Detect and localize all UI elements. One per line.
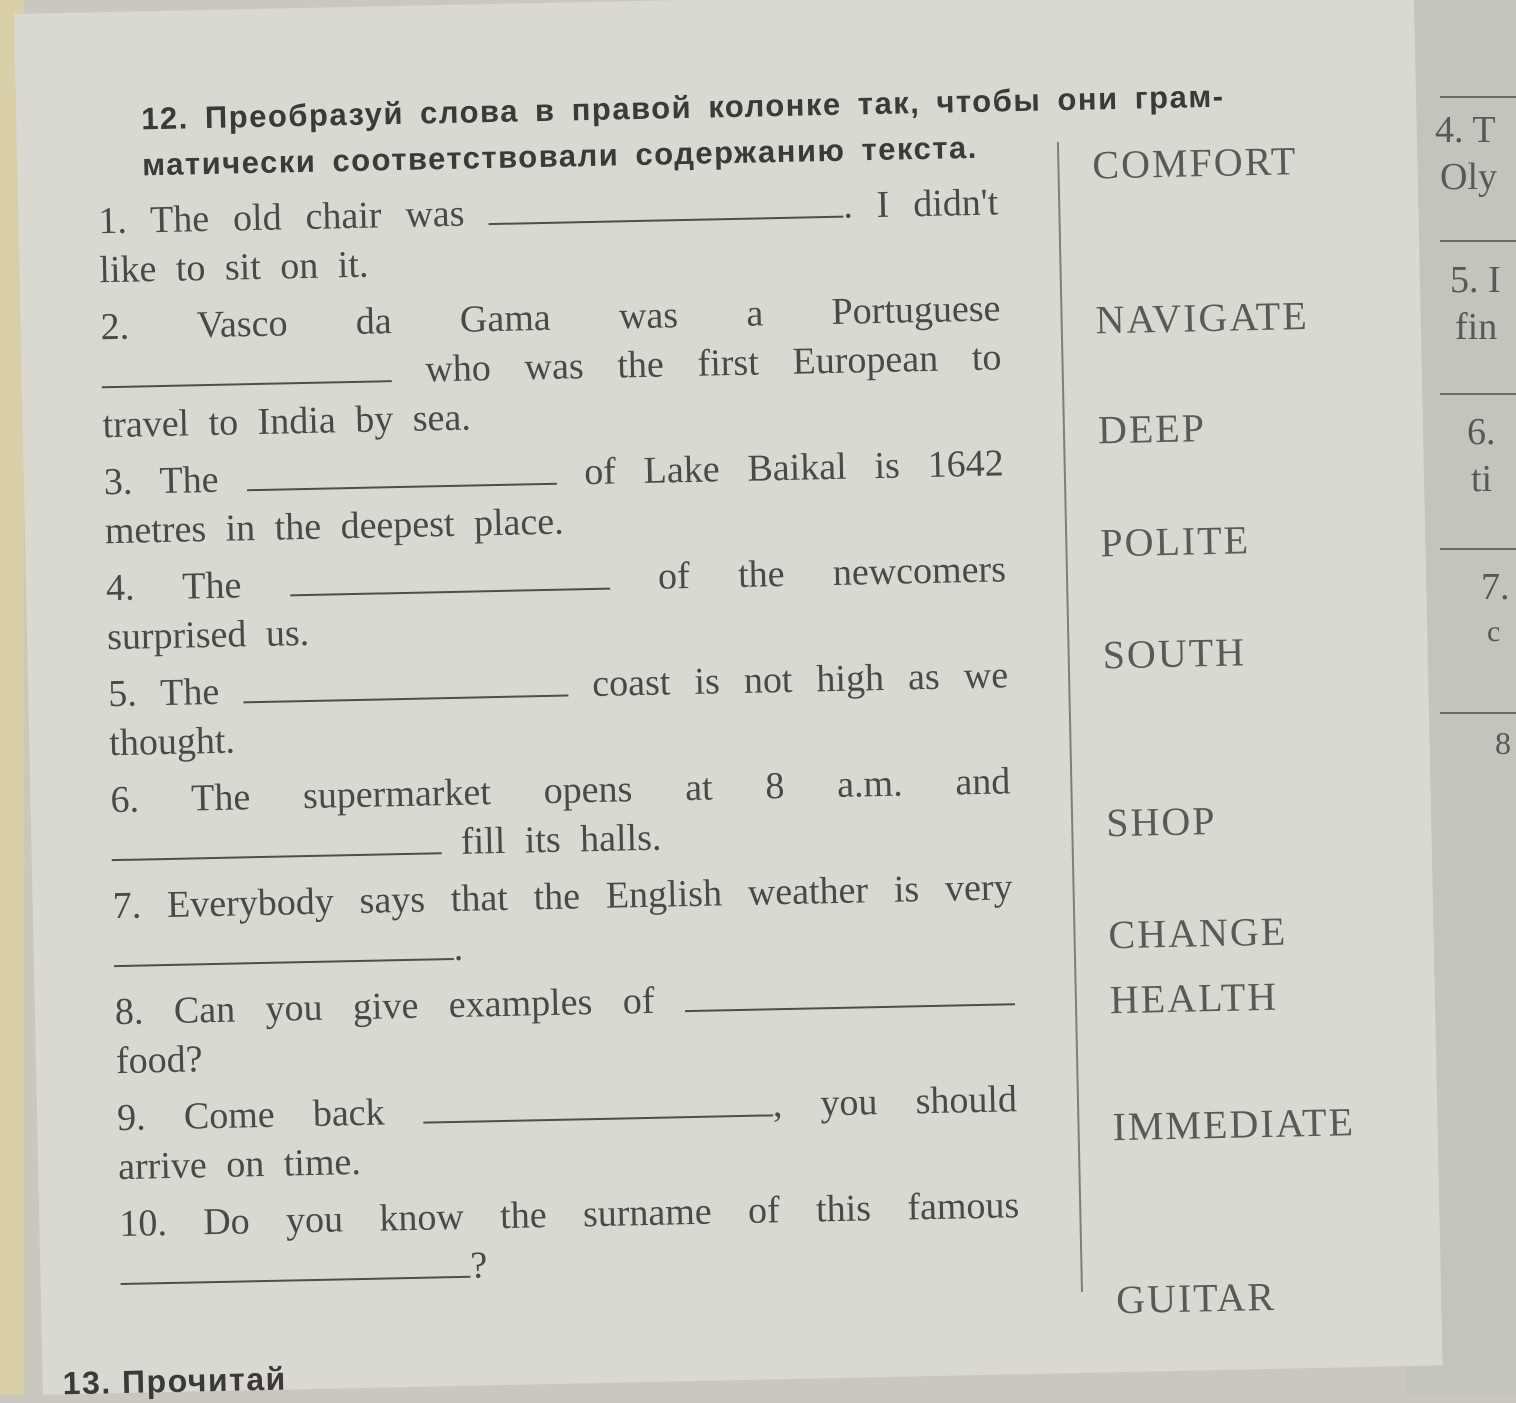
- answer-blank-10[interactable]: [121, 1276, 471, 1285]
- word-shop: SHOP: [1105, 798, 1217, 846]
- facing-page-text: ti: [1471, 458, 1493, 500]
- sentence-7: 7. Everybody says that the English weather is very .: [112, 866, 1013, 969]
- facing-page-text: Oly: [1440, 156, 1497, 198]
- task-heading-line-1: 12. Преобразуй слова в правой колонке так, чтобы они грам-: [140, 78, 1225, 137]
- facing-page-text: fin: [1455, 306, 1498, 348]
- sentence-6: 6. The supermarket opens at 8 a.m. and fill its halls.: [110, 760, 1011, 863]
- word-deep: DEEP: [1097, 405, 1207, 453]
- column-divider: [1057, 142, 1083, 1292]
- facing-page-text: c: [1487, 615, 1501, 648]
- answer-blank-2[interactable]: [102, 380, 392, 388]
- sentence-3: 3. The of Lake Baikal is 1642 metres in the deepest place.: [103, 442, 1005, 553]
- answer-blank-9[interactable]: [423, 1114, 773, 1123]
- word-change: CHANGE: [1108, 908, 1288, 958]
- sentence-2: 2. Vasco da Gama was a Portuguese who was the first European to travel to India by sea.: [100, 287, 1002, 447]
- facing-page-text: 4. T: [1435, 109, 1496, 151]
- answer-blank-4[interactable]: [290, 588, 610, 597]
- sentence-9: 9. Come back , you should arrive on time.: [116, 1078, 1018, 1189]
- facing-page-text: 6.: [1467, 411, 1496, 453]
- sentence-list: [98, 178, 1021, 1306]
- facing-page-text: 8: [1495, 725, 1511, 761]
- sentence-10: 10. Do you know the surname of this famous ?: [118, 1184, 1020, 1287]
- word-comfort: COMFORT: [1091, 138, 1298, 188]
- next-task-heading: 13. Прочитай: [62, 1360, 288, 1402]
- word-immediate: IMMEDIATE: [1112, 1099, 1356, 1150]
- facing-page-text: 5. I: [1450, 259, 1501, 301]
- workbook-page: [14, 0, 1443, 1402]
- sentence-4: 4. The of the newcomers surprised us.: [105, 548, 1007, 659]
- word-polite: POLITE: [1099, 517, 1251, 566]
- answer-blank-5[interactable]: [243, 695, 568, 704]
- word-health: HEALTH: [1109, 973, 1279, 1023]
- task-heading-line-2: матически соответствовали содержанию текста.: [141, 129, 979, 183]
- sentence-5: 5. The coast is not high as we thought.: [107, 654, 1009, 765]
- answer-blank-6[interactable]: [112, 852, 442, 861]
- sentence-8: 8. Can you give examples of food?: [114, 969, 1016, 1086]
- answer-blank-8[interactable]: [685, 1003, 1015, 1012]
- facing-page-text: 7.: [1481, 566, 1510, 608]
- answer-blank-7[interactable]: [114, 958, 454, 967]
- word-navigate: NAVIGATE: [1095, 292, 1310, 343]
- answer-blank-1[interactable]: [489, 216, 844, 225]
- answer-blank-3[interactable]: [247, 483, 557, 491]
- word-guitar: GUITAR: [1115, 1273, 1277, 1323]
- sentence-1: 1. The old chair was . I didn't like to sit on it.: [97, 181, 999, 292]
- word-south: SOUTH: [1102, 629, 1247, 678]
